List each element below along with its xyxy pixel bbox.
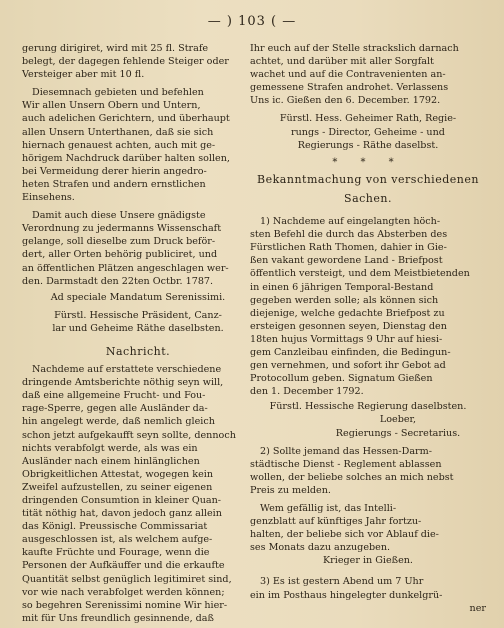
text-line: Quantität selbst genüglich legitimiret sind, <box>22 573 232 585</box>
text-line: hörigem Nachdruck darüber halten sollen, <box>22 152 230 164</box>
text-line: Nachdeme auf erstattete verschiedene <box>32 364 222 376</box>
item-2-block <box>250 445 486 497</box>
text-line: wachet und auf die Contravenienten an- <box>250 69 446 81</box>
text-line: Protocollum geben. Signatum Gießen <box>250 373 433 385</box>
text-line: ein im Posthaus hingelegter dunkelgrü- <box>250 589 443 601</box>
text-line: Zweifel aufzustellen, zu seiner eigenen <box>22 481 213 493</box>
signature-line: Regierungs - Räthe daselbst. <box>297 139 439 151</box>
text-line: Verordnung zu jedermanns Wissenschaft <box>22 223 222 235</box>
text-line: das Königl. Preussische Commissariat <box>22 521 208 533</box>
text-line: Versteiger aber mit 10 fl. <box>22 69 145 81</box>
page-number: — ) 103 ( — <box>207 14 297 29</box>
text-line: gegeben werden solle; als können sich <box>250 294 439 306</box>
text-line: nichts verabfolgt werde, als was ein <box>22 442 198 454</box>
text-line: 3) Es ist gestern Abend um 7 Uhr <box>260 576 424 588</box>
text-line: achtet, und darüber mit aller Sorgfalt <box>250 56 434 68</box>
text-line: gelange, soll dieselbe zum Druck beför- <box>22 236 216 248</box>
text-line: sten Befehl die durch das Absterben des <box>250 229 448 241</box>
text-line: Ihr euch auf der Stelle strackslich darnach <box>250 43 459 54</box>
text-line: ßen vakant gewordene Land - Briefpost <box>250 255 443 267</box>
text-line: rage-Sperre, gegen alle Ausländer da- <box>22 403 208 415</box>
signature-line: lar und Geheime Räthe daselbsten. <box>52 322 224 334</box>
text-line: Personen der Aufkäuffer und die erkaufte <box>22 560 225 572</box>
signature-block <box>22 309 254 335</box>
signature-line: Fürstl. Hessische Präsident, Canz- <box>54 309 222 321</box>
heading-line: Sachen. <box>344 191 392 205</box>
text-line: gerung dirigiret, wird mit 25 fl. Strafe <box>22 43 209 54</box>
text-block-right-1 <box>250 42 486 107</box>
text-line: kaufte Früchte und Fourage, wenn die <box>22 547 210 559</box>
text-line: dringenden Consumtion in kleiner Quan- <box>22 495 222 506</box>
text-line: Einsehens. <box>22 192 75 204</box>
text-line: auch adelichen Gerichtern, und überhaupt <box>22 113 230 125</box>
text-line: allen Unsern Unterthanen, daß sie sich <box>22 126 214 138</box>
signature-line: Loeber, <box>379 414 417 426</box>
text-line: 1) Nachdeme auf eingelangten höch- <box>260 216 441 228</box>
text-line: gemessene Strafen androhet. Verlassens <box>250 82 449 94</box>
text-line: Damit auch diese Unsere gnädigste <box>32 210 206 222</box>
left-column <box>22 42 254 625</box>
text-line: bei Vermeidung derer hierin angedro- <box>22 165 207 177</box>
item-1-block <box>250 215 486 398</box>
text-line: belegt, der dagegen fehlende Steiger oder <box>22 56 229 68</box>
item-3-block <box>250 575 486 614</box>
text-line: daß eine allgemeine Frucht- und Fou- <box>22 390 206 402</box>
text-line: in einen 6 jährigen Temporal-Bestand <box>250 281 434 293</box>
text-line: städtische Dienst - Reglement ablassen <box>250 458 442 470</box>
text-line: an öffentlichen Plätzen angeschlagen wer- <box>22 262 229 274</box>
text-line: 2) Sollte jemand das Hessen-Darm- <box>260 445 432 457</box>
text-line: ner <box>469 602 486 614</box>
text-line: 18ten hujus Vormittags 9 Uhr auf hiesi- <box>250 333 443 345</box>
text-line: Preis zu melden. <box>250 484 331 496</box>
signature-block-right <box>250 112 486 151</box>
text-line: schon jetzt aufgekaufft seyn sollte, dennoch <box>22 429 236 441</box>
signature-line: Regierungs - Secretarius. <box>335 427 461 439</box>
item-2-signature: Krieger in Gießen. <box>323 555 413 567</box>
text-line: Uns ic. Gießen den 6. December. 1792. <box>250 95 441 107</box>
text-line: mit für Uns freundlich gesinnende, daß <box>22 612 214 624</box>
text-line: Obrigkeitlichen Attestat, wogegen kein <box>22 468 214 480</box>
text-line: dringende Amtsberichte nöthig seyn will, <box>22 377 224 389</box>
right-column <box>250 42 486 615</box>
text-line: öffentlich versteigt, und dem Meistbietenden <box>250 268 470 280</box>
text-line: tität nöthig hat, davon jedoch ganz allein <box>22 508 222 520</box>
text-line: Wir allen Unsern Obern und Untern, <box>22 100 201 112</box>
item-1-signature <box>250 400 486 439</box>
text-line: den 1. December 1792. <box>250 386 364 398</box>
text-line: genzblatt auf künftiges Jahr fortzu- <box>250 516 422 528</box>
mandatum-line: Ad speciale Mandatum Serenissimi. <box>50 291 226 303</box>
text-line: vor wie nach verabfolget werden können; <box>22 586 225 598</box>
text-line: diejenige, welche gedachte Briefpost zu <box>250 307 445 319</box>
heading-line: Bekanntmachung von verschiedenen <box>257 172 479 186</box>
text-line: Diesemnach gebieten und befehlen <box>32 87 204 99</box>
text-line: Wem gefällig ist, das Intelli- <box>260 503 397 514</box>
text-line: gen vernehmen, und sofort ihr Gebot ad <box>250 360 446 372</box>
text-block-2 <box>22 86 254 204</box>
text-line: gem Canzleibau einfinden, die Bedingun- <box>250 346 451 358</box>
text-block-1 <box>22 42 254 81</box>
separator-stars: * * * <box>332 156 404 168</box>
signature-line: Fürstl. Hess. Geheimer Rath, Regie- <box>279 113 457 125</box>
text-line: Ausländer nach einem hinlänglichen <box>22 455 200 467</box>
text-line: dert, aller Orten behörig publiciret, und <box>22 249 218 261</box>
text-line: halten, der beliebe sich vor Ablauf die- <box>250 529 439 541</box>
signature-line: rungs - Director, Geheime - und <box>291 126 445 138</box>
section-heading-nachricht: Nachricht. <box>105 344 171 358</box>
text-line: so begehren Serenissimi nomine Wir hier- <box>22 599 228 611</box>
text-line: ersteigen gesonnen seyen, Dienstag den <box>250 320 447 332</box>
text-line: ses Monats dazu anzugeben. <box>250 542 391 554</box>
text-line: hiernach genauest achten, auch mit ge- <box>22 139 216 151</box>
item-2b-block <box>250 502 486 554</box>
text-line: ausgeschlossen ist, als welchem aufge- <box>22 534 213 546</box>
signature-line: Fürstl. Hessische Regierung daselbsten. <box>269 401 467 413</box>
text-line: wollen, der beliebe solches an mich nebst <box>250 471 454 483</box>
nachricht-block <box>22 363 254 625</box>
text-line: den. Darmstadt den 22ten Octbr. 1787. <box>22 275 214 287</box>
section-heading-bekanntmachung <box>250 173 486 205</box>
text-line: heten Strafen und andern ernstlichen <box>22 178 206 190</box>
text-line: hin angelegt werde, daß nemlich gleich <box>22 416 215 428</box>
text-block-3 <box>22 209 254 288</box>
text-line: Fürstlichen Rath Thomen, dahier in Gie- <box>250 242 447 254</box>
